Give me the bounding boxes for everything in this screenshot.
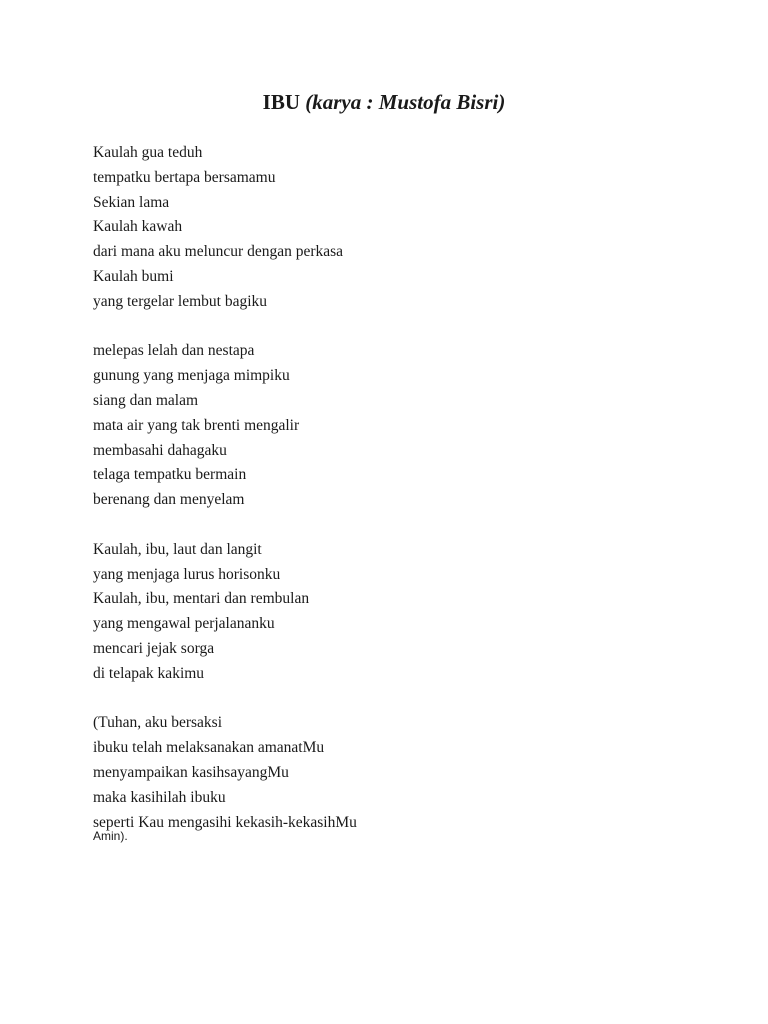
poem-line: dari mana aku meluncur dengan perkasa (93, 243, 344, 261)
poem-line: Kaulah kawah (93, 218, 183, 236)
stanza-3 (93, 538, 693, 687)
poem-line: Kaulah, ibu, mentari dan rembulan (93, 590, 310, 608)
poem-body (93, 141, 693, 843)
poem-line: membasahi dahagaku (93, 441, 227, 459)
poem-line: Sekian lama (93, 193, 170, 211)
poem-line: yang mengawal perjalananku (93, 615, 275, 633)
stanza-1 (93, 141, 693, 315)
stanza-4 (93, 711, 693, 843)
poem-line: mencari jejak sorga (93, 639, 215, 657)
title-main: IBU (262, 90, 300, 114)
poem-line: siang dan malam (93, 391, 199, 409)
poem-closing: Amin). (93, 829, 128, 844)
title-author: (karya : Mustofa Bisri) (305, 90, 506, 114)
poem-line: maka kasihilah ibuku (93, 788, 226, 806)
poem-line: yang tergelar lembut bagiku (93, 292, 268, 310)
poem-line: yang menjaga lurus horisonku (93, 565, 281, 583)
poem-line: Kaulah, ibu, laut dan langit (93, 540, 262, 558)
poem-line: melepas lelah dan nestapa (93, 342, 255, 360)
poem-line: seperti Kau mengasihi kekasih-kekasihMu (93, 813, 357, 831)
poem-line: telaga tempatku bermain (93, 466, 247, 484)
poem-line: di telapak kakimu (93, 664, 205, 682)
poem-title (0, 88, 768, 116)
poem-line: Kaulah bumi (93, 267, 174, 285)
poem-line: mata air yang tak brenti mengalir (93, 416, 300, 434)
poem-line: (Tuhan, aku bersaksi (93, 714, 223, 732)
poem-line: gunung yang menjaga mimpiku (93, 367, 290, 385)
stanza-2 (93, 339, 693, 513)
poem-line: berenang dan menyelam (93, 491, 245, 509)
poem-line: ibuku telah melaksanakan amanatMu (93, 739, 325, 757)
poem-line: menyampaikan kasihsayangMu (93, 763, 289, 781)
poem-line: Kaulah gua teduh (93, 144, 203, 161)
poem-line: tempatku bertapa bersamamu (93, 168, 276, 186)
